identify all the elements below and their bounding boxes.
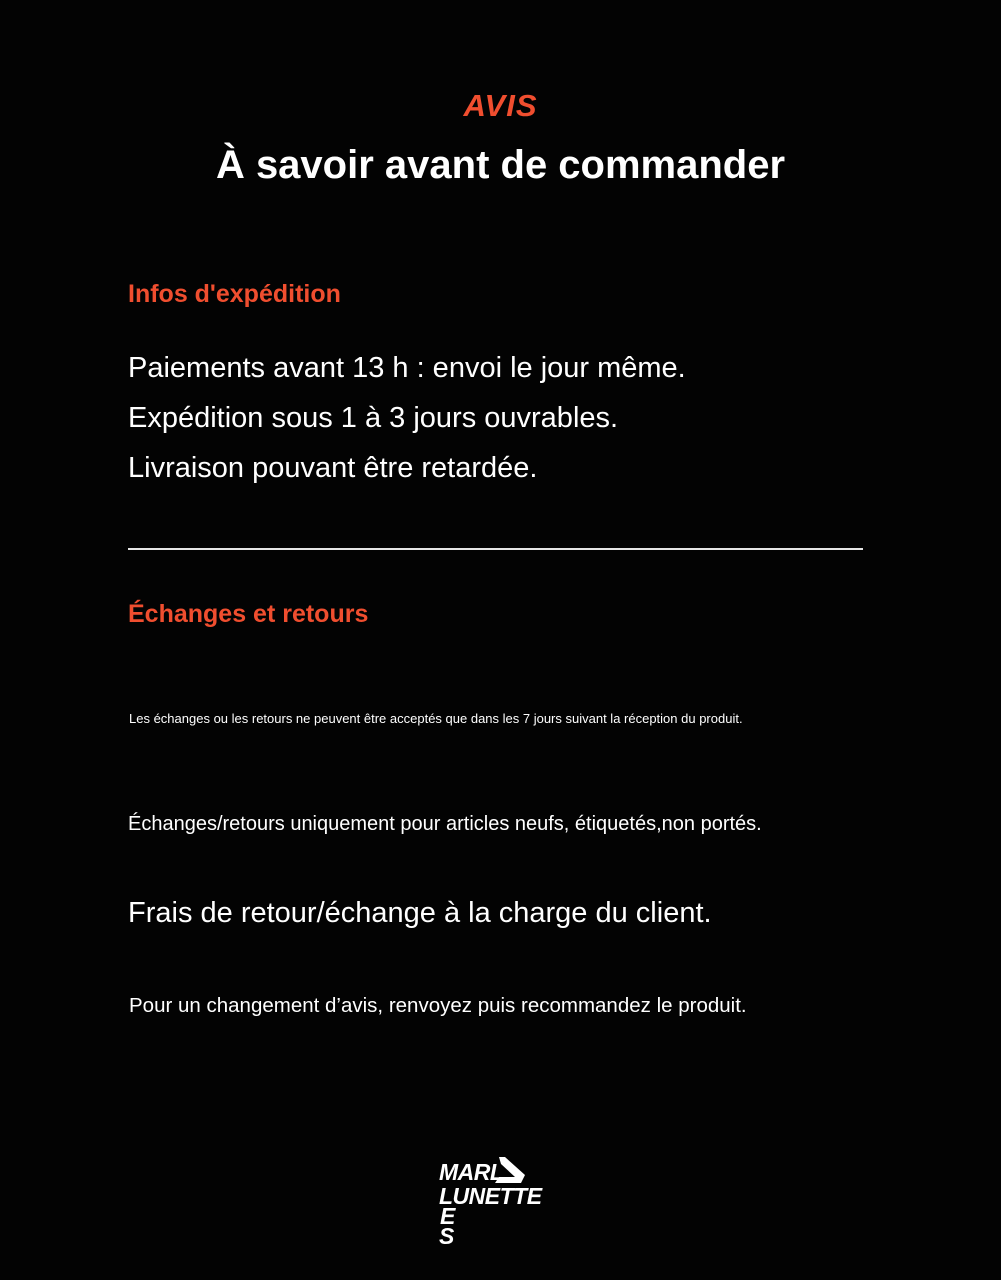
logo-line-1: MARL [439, 1159, 504, 1185]
shipping-line: Livraison pouvant être retardée. [128, 452, 538, 484]
returns-line: Les échanges ou les retours ne peuvent être acceptés que dans les 7 jours suivant la réception du produit. [129, 711, 743, 726]
returns-line: Frais de retour/échange à la charge du client. [128, 897, 712, 929]
returns-line: Échanges/retours uniquement pour articles neufs, étiquetés,non portés. [128, 813, 762, 835]
returns-line: Pour un changement d’avis, renvoyez puis recommandez le produit. [129, 994, 747, 1017]
page-title: À savoir avant de commander [215, 143, 786, 187]
logo-line-2: LUNETTE [439, 1183, 542, 1209]
returns-heading: Échanges et retours [128, 600, 369, 628]
shipping-line: Expédition sous 1 à 3 jours ouvrables. [128, 402, 619, 434]
shipping-heading: Infos d'expédition [128, 280, 341, 308]
logo-line-3: E [440, 1203, 455, 1229]
section-divider [128, 548, 863, 550]
eyebrow-label: AVIS [463, 88, 538, 123]
shipping-line: Paiements avant 13 h : envoi le jour même. [128, 352, 686, 384]
logo-line-4: S [439, 1223, 454, 1249]
brand-logo [439, 1155, 559, 1247]
